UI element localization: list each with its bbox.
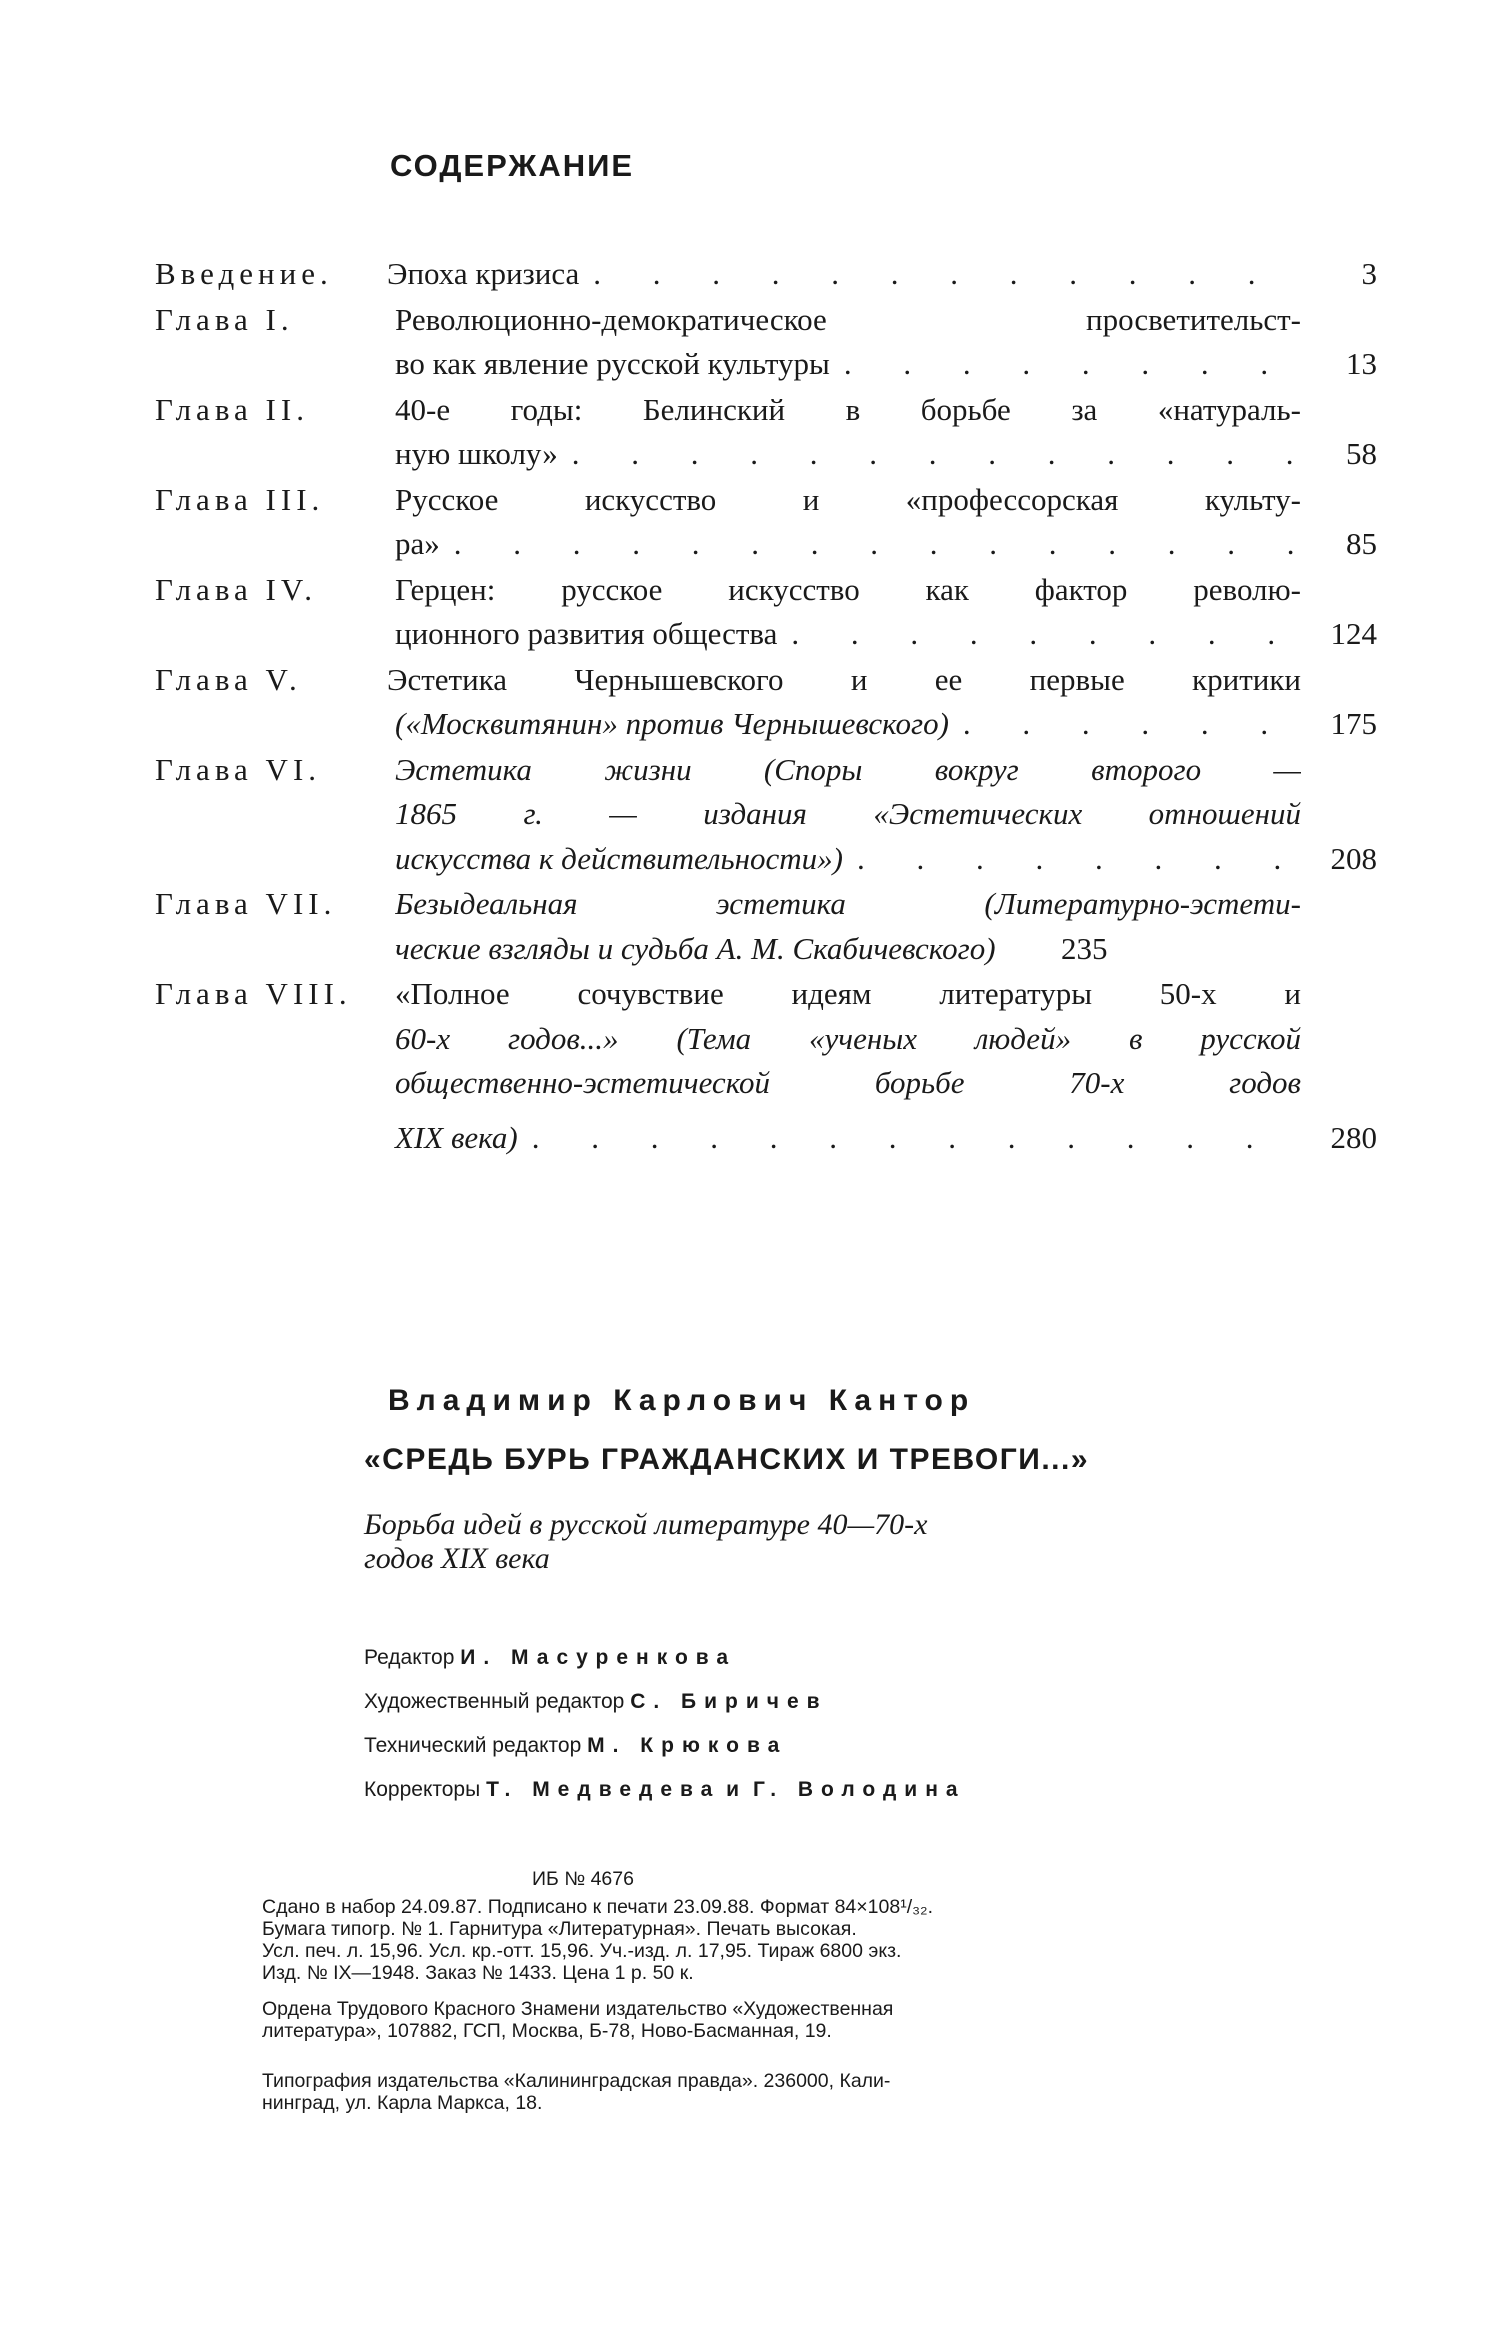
subtitle-line: годов XIX века [364,1542,550,1575]
toc-entry-line: XIX века) [395,1119,518,1155]
toc-entry-line: Безыдеальная эстетика (Литературно-эстети- [395,886,1301,921]
toc-entry-chapter-7 [155,882,1335,971]
printer-details [262,2070,1332,2114]
toc-entry-label: Глава II. [155,391,309,427]
credit-editor [364,1636,966,1680]
print-details [262,1896,1332,1984]
subtitle-line: Борьба идей в русской литературе 40—70-х [364,1508,928,1541]
toc-entry-chapter-4 [155,568,1377,657]
toc-entry-line: Русское искусство и «профессорская культу- [395,481,1301,517]
leader-dots [949,702,1301,747]
credit-role: Корректоры [364,1778,481,1801]
credits [364,1636,966,1812]
toc-page-number: 175 [1330,706,1377,741]
toc-entry-label: Глава VIII. [155,976,352,1011]
table-of-contents [155,252,1377,1161]
imprint-line: нинград, ул. Карла Маркса, 18. [262,2092,543,2114]
imprint [262,1868,1332,2128]
imprint-line: Бумага типогр. № 1. Гарнитура «Литературная». Печать высокая. [262,1918,857,1940]
toc-page-number: 13 [1346,346,1377,381]
ib-number: ИБ № 4676 [532,1868,634,1890]
toc-page-number: 58 [1346,436,1377,471]
imprint-line: Ордена Трудового Красного Знамени издательство «Художественная [262,1998,894,2020]
toc-entry-line: во как явление русской культуры [395,346,830,381]
credit-role: Технический редактор [364,1734,582,1757]
toc-entry-label: Глава I. [155,301,294,337]
credit-person: С. Биричев [630,1690,828,1713]
toc-entry-label: Глава VI. [155,751,322,787]
toc-entry-introduction [155,252,1377,297]
toc-entry-label: Глава V. [155,661,302,697]
imprint-line: Сдано в набор 24.09.87. Подписано к печати 23.09.88. Формат 84×108¹/₃₂. [262,1896,934,1918]
credit-role: Редактор [364,1646,455,1669]
book-subtitle [364,1508,1124,1576]
toc-entry-line: ную школу» [395,436,558,471]
toc-entry-chapter-3 [155,478,1377,567]
toc-entry-line: Эстетика жизни (Споры вокруг второго — [395,751,1301,787]
toc-entry-chapter-6 [155,748,1377,882]
imprint-line: литература», 107882, ГСП, Москва, Б-78, Ново-Басманная, 19. [262,2020,832,2042]
toc-entry-chapter-2 [155,388,1377,477]
credit-art-editor [364,1680,966,1724]
credit-person: И. Масуренкова [460,1646,737,1669]
book-title: «СРЕДЬ БУРЬ ГРАЖДАНСКИХ И ТРЕВОГИ...» [364,1443,1090,1476]
toc-entry-chapter-1 [155,298,1377,387]
toc-page-number: 280 [1330,1119,1377,1155]
imprint-line: Изд. № IX—1948. Заказ № 1433. Цена 1 р. 50 к. [262,1962,694,1984]
toc-page-number: 208 [1330,840,1377,876]
credit-person: Г. Володина [752,1778,966,1801]
toc-entry-label: Введение. [155,256,333,291]
leader-dots [440,522,1301,567]
toc-entry-line: искусства к действительности») [395,840,843,876]
leader-dots [518,1116,1301,1161]
toc-entry-line: 1865 г. — издания «Эстетических отношений [395,796,1301,831]
toc-entry-label: Глава III. [155,481,325,517]
toc-title: СОДЕРЖАНИЕ [390,148,635,183]
leader-dots [830,342,1301,387]
leader-dots [777,612,1301,657]
credit-person: М. Крюкова [587,1734,788,1757]
publisher-details [262,1998,1332,2042]
toc-entry-line: («Москвитянин» против Чернышевского) [395,706,949,741]
toc-page-number: 85 [1346,526,1377,561]
imprint-line: Усл. печ. л. 15,96. Усл. кр.-отт. 15,96. Уч.-изд. л. 17,95. Тираж 6800 экз. [262,1940,902,1962]
toc-entry-label: Глава IV. [155,571,318,607]
toc-entry-line: общественно-эстетической борьбе 70-х годов [395,1065,1301,1100]
leader-dots [579,252,1301,297]
leader-dots [843,837,1301,882]
credit-conjunction: и [726,1778,748,1801]
toc-entry-line: Революционно-демократическое просветительст- [395,301,1301,337]
toc-entry-line: 60-х годов...» (Тема «ученых людей» в русской [395,1020,1301,1056]
toc-entry-line: Эстетика Чернышевского и ее первые критики [387,661,1301,697]
toc-page-number: 3 [1361,256,1377,291]
imprint-line: Типография издательства «Калининградская правда». 236000, Кали- [262,2070,891,2092]
author-name: Владимир Карлович Кантор [388,1384,976,1417]
toc-entry-line: ческие взгляды и судьба А. М. Скабичевского) [395,930,996,966]
toc-entry-line: ра» [395,526,440,561]
toc-entry-chapter-5 [155,658,1377,747]
toc-entry-title: Эпоха кризиса [387,256,580,291]
toc-entry-line: «Полное сочувствие идеям литературы 50-х и [395,976,1301,1011]
credit-correctors [364,1768,966,1812]
credit-tech-editor [364,1724,966,1768]
toc-entry-line: 40-е годы: Белинский в борьбе за «натураль- [395,391,1301,427]
credit-person: Т. Медведева [486,1778,721,1801]
toc-entry-label: Глава VII. [155,886,337,921]
toc-page-number: 235 [1061,930,1108,966]
toc-entry-line: ционного развития общества [395,616,778,651]
toc-entry-line: Герцен: русское искусство как фактор револю- [395,571,1301,607]
credit-role: Художественный редактор [364,1690,625,1713]
leader-dots [558,432,1301,477]
toc-entry-chapter-8 [155,972,1377,1160]
toc-page-number: 124 [1330,616,1377,651]
